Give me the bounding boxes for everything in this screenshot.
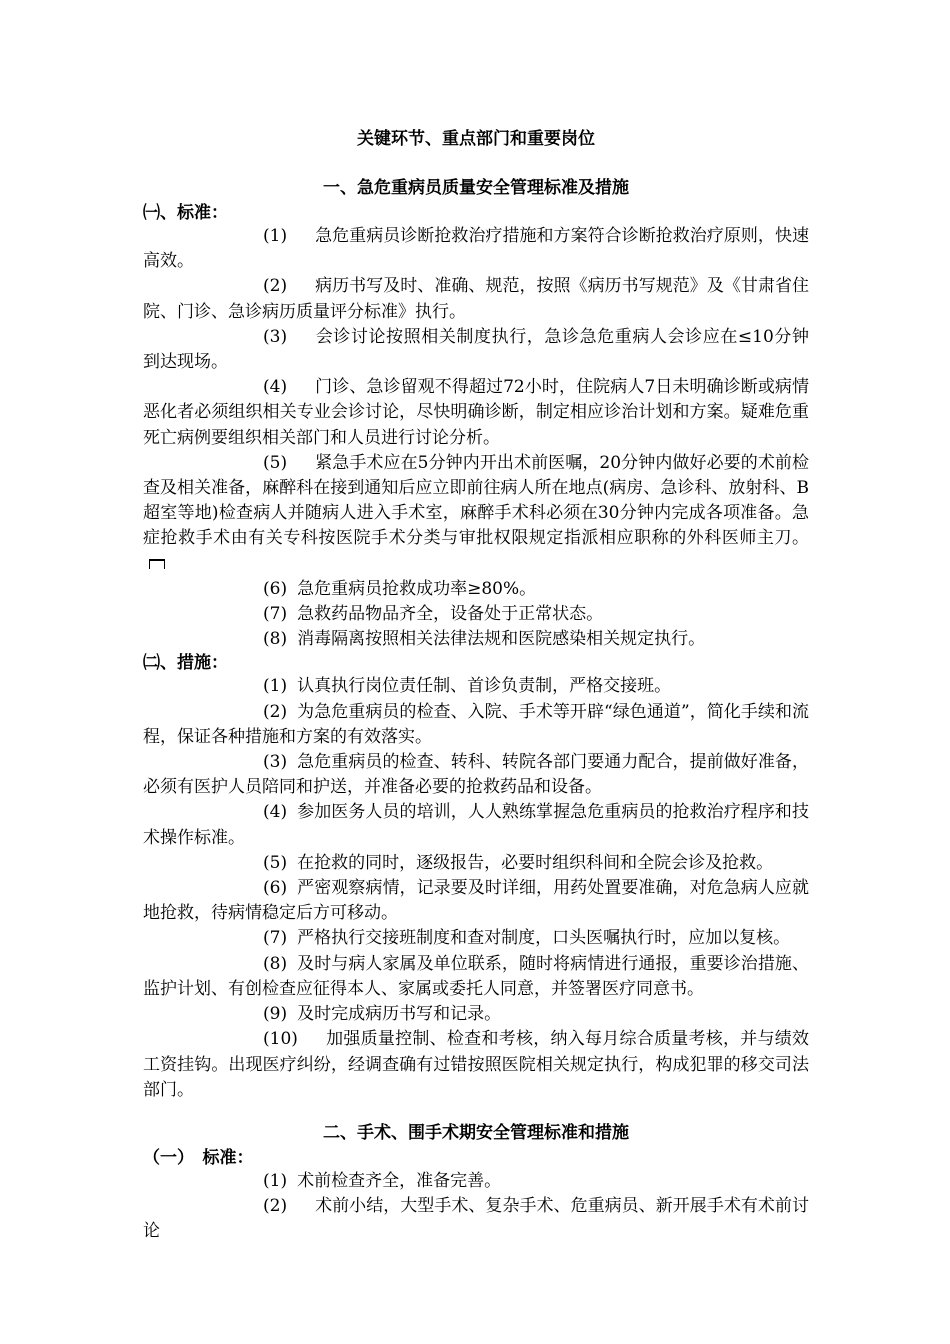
measure-item: (9) 及时完成病历书写和记录。 — [263, 1004, 502, 1025]
standard-item: (1) 术前检查齐全，准备完善。 — [263, 1171, 502, 1191]
measure-item: (6) 严密观察病情，记录要及时详细，用药处置要准确，对危急病人应就地抢救，待病情稳定后方可移动。 — [143, 878, 809, 924]
standard-item: (8) 消毒隔离按照相关法律法规和医院感染相关规定执行。 — [263, 629, 706, 650]
measure-item: (3) 急危重病员的检查、转科、转院各部门要通力配合，提前做好准备，必须有医护人员陪同和护送，并准备必要的抢救药品和设备。 — [143, 752, 809, 798]
measure-item: (1) 认真执行岗位责任制、首诊负责制，严格交接班。 — [263, 676, 672, 697]
measure-item: (2) 为急危重病员的检查、入院、手术等开辟“绿色通道”，简化手续和流程，保证各种措施和方案的有效落实。 — [143, 701, 809, 747]
measure-item: (10) 加强质量控制、检查和考核，纳入每月综合质量考核，并与绩效工资挂钩。出现医疗纠纷，经调查确有过错按照医院相关规定执行，构成犯罪的移交司法部门。 — [143, 1029, 809, 1100]
page-title: 关键环节、重点部门和重要岗位 — [357, 129, 595, 149]
section2-standards-label: （一） 标准： — [143, 1148, 254, 1168]
section1-standards-label: ㈠、标准： — [143, 203, 228, 223]
measure-item: (8) 及时与病人家属及单位联系，随时将病情进行通报，重要诊治措施、监护计划、有创检查应征得本人、家属或委托人同意，并签署医疗同意书。 — [143, 953, 809, 999]
standard-item: (5) 紧急手术应在5分钟内开出术前医嘱，20分钟内做好必要的术前检查及相关准备，麻醉科在接到通知后应立即前往病人所在地点(病房、急诊科、放射科、B超室等地)检查病人并随病人进入手术室，麻醉手术科必须在30分钟内完成各项准备。急症抢救手术由有关专科按医院手术分类与审批权限规定指派相应职称的外科医师主刀。 — [143, 451, 809, 577]
section1-body — [143, 202, 809, 1103]
editing-mark-icon — [149, 559, 165, 569]
measure-item: (5) 在抢救的同时，逐级报告，必要时组织科间和全院会诊及抢救。 — [263, 852, 774, 873]
standard-item: (1) 急危重病员诊断抢救治疗措施和方案符合诊断抢救治疗原则，快速高效。 — [143, 226, 809, 272]
standard-item: (4) 门诊、急诊留观不得超过72小时，住院病人7日未明确诊断或病情恶化者必须组织相关专业会诊讨论，尽快明确诊断，制定相应诊治计划和方案。疑难危重死亡病例要组织相关部门和人员进行讨论分析。 — [143, 377, 809, 448]
standard-item: (3) 会诊讨论按照相关制度执行，急诊急危重病人会诊应在≤10分钟到达现场。 — [143, 326, 809, 373]
standard-item: (2) 术前小结，大型手术、复杂手术、危重病员、新开展手术有术前讨论 — [143, 1196, 809, 1242]
section1-heading: 一、急危重病员质量安全管理标准及措施 — [323, 178, 629, 198]
section1-measures-label: ㈡、措施： — [143, 653, 228, 674]
measure-item: (7) 严格执行交接班制度和查对制度，口头医嘱执行时，应加以复核。 — [263, 928, 791, 949]
measure-item: (4) 参加医务人员的培训，人人熟练掌握急危重病员的抢救治疗程序和技术操作标准。 — [143, 802, 809, 848]
standard-item: (7) 急救药品物品齐全，设备处于正常状态。 — [263, 604, 604, 625]
section2-body — [143, 1147, 809, 1245]
section2-heading: 二、手术、围手术期安全管理标准和措施 — [323, 1123, 629, 1143]
standard-item: (2) 病历书写及时、准确、规范，按照《病历书写规范》及《甘肃省住院、门诊、急诊病历质量评分标准》执行。 — [143, 276, 809, 322]
standard-item: (6) 急危重病员抢救成功率≥80%。 — [263, 578, 537, 599]
